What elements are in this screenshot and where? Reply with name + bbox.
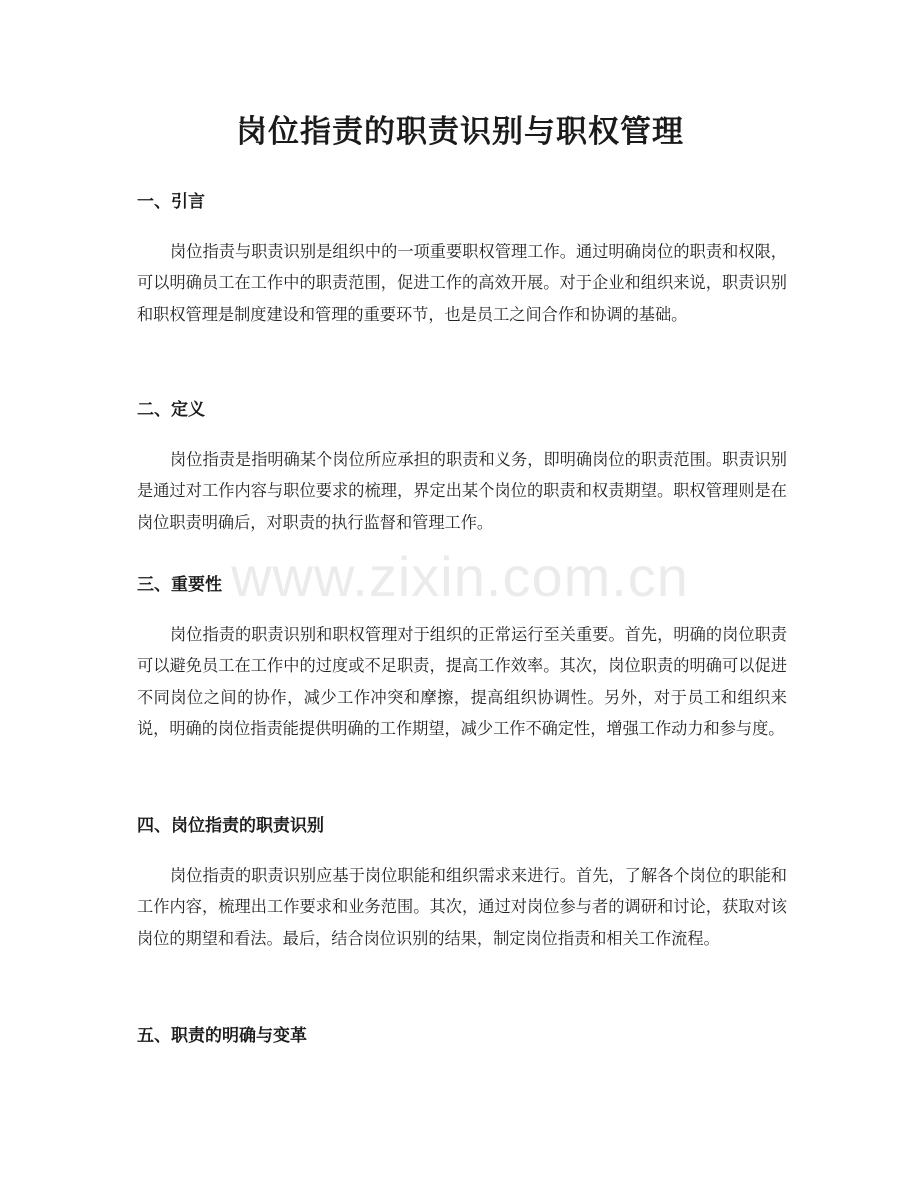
section-heading: 二、定义	[137, 400, 205, 420]
section-paragraph: 岗位指责的职责识别和职权管理对于组织的正常运行至关重要。首先，明确的岗位职责可以避免员工在工作中的过度或不足职责，提高工作效率。其次，岗位职责的明确可以促进不同岗位之间的协作，减少工作冲突和摩擦，提高组织协调性。另外，对于员工和组织来说，明确的岗位指责能提供明确的工作期望，减少工作不确定性，增强工作动力和参与度。	[137, 625, 787, 739]
section-introduction	[137, 190, 787, 330]
page-title: 岗位指责的职责识别与职权管理	[236, 114, 684, 150]
section-heading: 三、重要性	[137, 575, 222, 595]
section-definition	[137, 398, 787, 538]
section-importance	[137, 573, 787, 745]
section-paragraph: 岗位指责的职责识别应基于岗位职能和组织需求来进行。首先，了解各个岗位的职能和工作内容，梳理出工作要求和业务范围。其次，通过对岗位参与者的调研和讨论，获取对该岗位的期望和看法。最后，结合岗位识别的结果，制定岗位指责和相关工作流程。	[137, 866, 787, 948]
section-paragraph: 岗位指责是指明确某个岗位所应承担的职责和义务，即明确岗位的职责范围。职责识别是通过对工作内容与职位要求的梳理，界定出某个岗位的职责和权责期望。职权管理则是在岗位职责明确后，对职责的执行监督和管理工作。	[137, 450, 787, 532]
section-heading: 五、职责的明确与变革	[137, 1026, 307, 1046]
section-clarification-and-change	[137, 1024, 787, 1048]
section-paragraph: 岗位指责与职责识别是组织中的一项重要职权管理工作。通过明确岗位的职责和权限，可以明确员工在工作中的职责范围，促进工作的高效开展。对于企业和组织来说，职责识别和职权管理是制度建设和管理的重要环节，也是员工之间合作和协调的基础。	[137, 242, 787, 324]
section-duty-identification	[137, 814, 787, 954]
section-heading: 一、引言	[137, 192, 205, 212]
watermark: www.zixin.com.cn	[231, 545, 689, 608]
section-heading: 四、岗位指责的职责识别	[137, 816, 324, 836]
